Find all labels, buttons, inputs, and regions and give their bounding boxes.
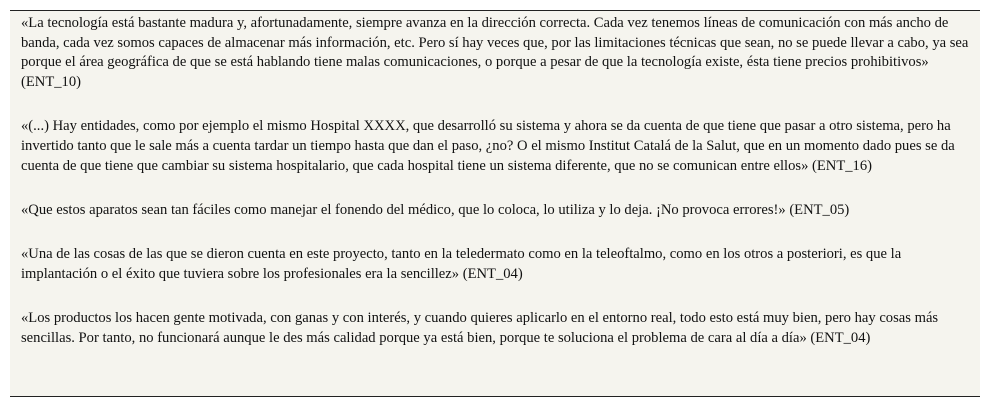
quote-ent-04-productos: «Los productos los hacen gente motivada, con ganas y con interés, y cuando quieres aplicarlo en el entorno real, todo esto está muy bien, pero hay cosas más sencillas. Por tanto, no funcionará aunque le des más calidad porque ya está bien, porque te soluciona el problema de cara al día a día» (ENT_04) <box>21 310 939 346</box>
quote-ent-10: «La tecnología está bastante madura y, afortunadamente, siempre avanza en la dirección correcta. Cada vez tenemos líneas de comunicación con más ancho de banda, cada vez somos capaces de almacenar más información, etc. Pero sí hay veces que, por las limitaciones técnicas que sean, no se puede llevar a cabo, ya sea porque el área geográfica de que se está hablando tiene malas comunicaciones, o porque a pesar de que la tecnología existe, ésta tiene precios prohibitivos» (ENT_10) <box>21 15 969 91</box>
quote-box <box>10 10 980 397</box>
quote-ent-04-sencillez: «Una de las cosas de las que se dieron cuenta en este proyecto, tanto en la teledermato como en la teleoftalmo, como en los otros a posteriori, es que la implantación o el éxito que tuviera sobre los profesionales era la sencillez» (ENT_04) <box>21 246 902 282</box>
quote-ent-05: «Que estos aparatos sean tan fáciles como manejar el fonendo del médico, que lo coloca, lo utiliza y lo deja. ¡No provoca errores!» (ENT_05) <box>21 201 850 218</box>
quote-ent-16: «(...) Hay entidades, como por ejemplo el mismo Hospital XXXX, que desarrolló su sistema y ahora se da cuenta de que tiene que pasar a otro sistema, pero ha invertido tanto que le sale más a cuenta tardar un tiempo hasta que dan el paso, ¿no? O el mismo Institut Catalá de la Salut, que en un momento dado pues se da cuenta de que tiene que cambiar su sistema hospitalario, que cada hospital tiene un sistema diferente, que no se comunican entre ellos» (ENT_16) <box>21 118 955 174</box>
